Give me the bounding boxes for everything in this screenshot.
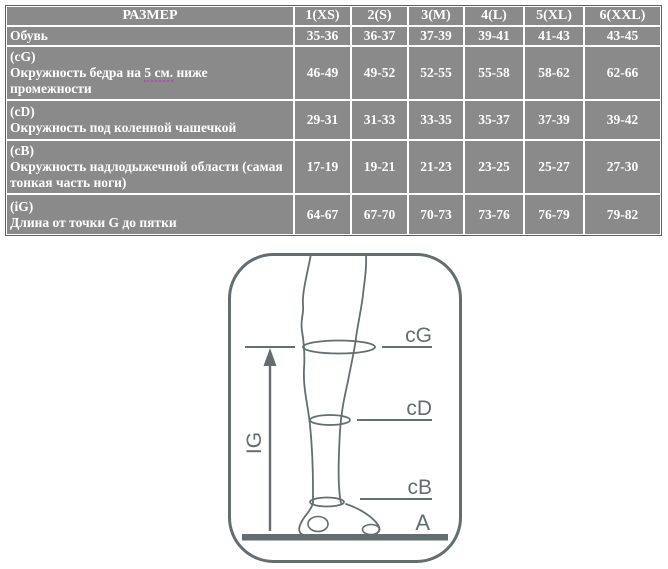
row-code: (cB) — [10, 143, 34, 158]
size-cell: 36-37 — [351, 26, 408, 46]
label-text: Окружность надлодыжечной области (самая тонкая часть ноги) — [10, 159, 283, 190]
table-row-shoe-size — [6, 26, 661, 46]
size-cell: 35-37 — [464, 100, 524, 140]
row-code: (cD) — [10, 104, 35, 119]
size-cell: 21-23 — [408, 140, 464, 194]
row-code: (cG) — [10, 49, 36, 64]
size-cell: 76-79 — [524, 194, 584, 235]
row-label-cell — [6, 194, 294, 235]
cd-measure-ellipse — [310, 415, 350, 425]
cb-label: cB — [407, 476, 432, 499]
row-description — [10, 65, 291, 97]
spellchecked-text: 5 см. — [144, 65, 174, 80]
size-cell: 70-73 — [408, 194, 464, 235]
size-cell: 33-35 — [408, 100, 464, 140]
row-description — [10, 120, 291, 136]
size-cell: 19-21 — [351, 140, 408, 194]
toe-ellipse — [363, 525, 380, 535]
label-text: Обувь — [10, 28, 48, 43]
size-cell: 41-43 — [524, 26, 584, 46]
size-cell: 39-41 — [464, 26, 524, 46]
size-cell: 52-55 — [408, 46, 464, 100]
label-text: Окружность под коленной чашечкой — [10, 120, 237, 135]
row-label-cell — [6, 46, 294, 100]
size-cell: 29-31 — [294, 100, 351, 140]
table-row-cd-knee — [6, 100, 661, 140]
size-cell: 31-33 — [351, 100, 408, 140]
row-label-cell — [6, 26, 294, 46]
table-header-row — [6, 6, 661, 26]
cg-label: cG — [405, 324, 432, 347]
row-description — [10, 28, 291, 44]
label-text: Длина от точки G до пятки — [10, 214, 177, 230]
size-cell: 27-30 — [584, 140, 661, 194]
table-row-ig-length — [6, 194, 661, 235]
size-cell: 62-66 — [584, 46, 661, 100]
column-header-5xl: 5(XL) — [524, 6, 584, 26]
size-cell: 67-70 — [351, 194, 408, 235]
table-row-cg-thigh — [6, 46, 661, 100]
leg-outline-left — [301, 254, 313, 503]
column-header-2s: 2(S) — [351, 6, 408, 26]
size-cell: 55-58 — [464, 46, 524, 100]
size-cell: 46-49 — [294, 46, 351, 100]
a-label: A — [415, 510, 430, 535]
ig-arrowhead-icon — [264, 348, 277, 366]
cb-measure-ellipse — [310, 498, 344, 507]
heel-ellipse — [308, 517, 328, 532]
column-header-1xs: 1(XS) — [294, 6, 351, 26]
size-table — [5, 5, 662, 236]
leg-measurement-diagram — [228, 253, 462, 563]
size-cell: 35-36 — [294, 26, 351, 46]
ig-label: IG — [243, 431, 266, 455]
size-cell: 49-52 — [351, 46, 408, 100]
size-cell: 23-25 — [464, 140, 524, 194]
row-description — [10, 215, 291, 231]
label-text: ниже промежности — [10, 65, 208, 96]
cg-measure-ellipse — [303, 341, 375, 354]
label-text: Окружность бедра на — [10, 65, 145, 80]
row-code: (iG) — [10, 198, 34, 214]
leg-outline-right — [339, 254, 367, 503]
size-cell: 64-67 — [294, 194, 351, 235]
size-cell: 73-76 — [464, 194, 524, 235]
row-label-cell — [6, 140, 294, 194]
table-row-cb-ankle — [6, 140, 661, 194]
size-cell: 58-62 — [524, 46, 584, 100]
size-cell: 39-42 — [584, 100, 661, 140]
size-cell: 25-27 — [524, 140, 584, 194]
size-cell: 37-39 — [408, 26, 464, 46]
column-header-3m: 3(M) — [408, 6, 464, 26]
row-description — [10, 159, 291, 191]
column-header-6xxl: 6(XXL) — [584, 6, 661, 26]
size-cell: 79-82 — [584, 194, 661, 235]
column-header-size: РАЗМЕР — [6, 6, 294, 26]
leg-diagram-svg — [228, 253, 462, 563]
row-label-cell — [6, 100, 294, 140]
size-cell: 43-45 — [584, 26, 661, 46]
column-header-4l: 4(L) — [464, 6, 524, 26]
size-cell: 17-19 — [294, 140, 351, 194]
size-cell: 37-39 — [524, 100, 584, 140]
cd-label: cD — [406, 397, 432, 420]
foot-outline — [299, 503, 379, 536]
